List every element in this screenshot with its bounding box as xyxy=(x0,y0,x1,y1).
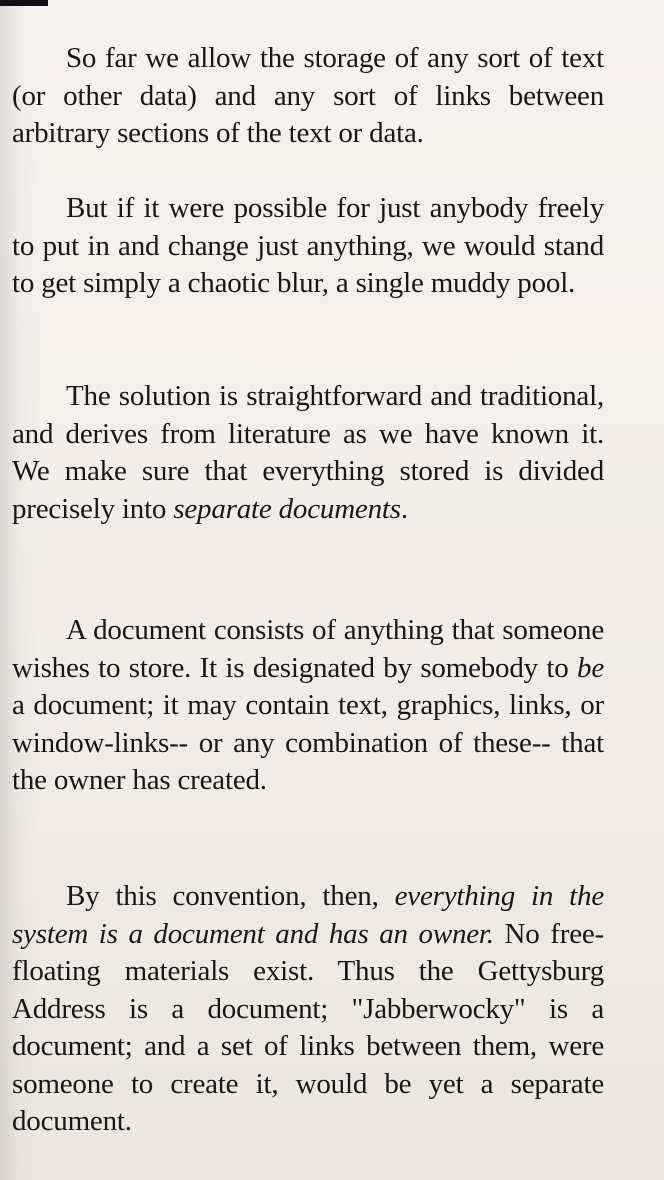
paragraph-text: A document consists of anything that someone wishes to store. It is designated by somebody to xyxy=(12,614,604,684)
paragraph-convention xyxy=(12,878,604,1141)
paragraph-document-definition xyxy=(12,612,604,800)
paragraph-text-end: . xyxy=(400,492,408,525)
paragraph-text: So far we allow the storage of any sort of text (or other data) and any sort of links between arbitrary sections of the text or data. xyxy=(12,42,604,149)
paragraph-chaotic-blur xyxy=(12,190,604,303)
paragraph-text-end: a document; it may contain text, graphics, links, or window-links-- or any combination of these-- that the owner has created. xyxy=(12,689,604,796)
emphasis-separate-documents: separate documents xyxy=(173,492,401,525)
paragraph-storage xyxy=(12,40,604,153)
paragraph-text: But if it were possible for just anybody freely to put in and change just anything, we would stand to get simply a chaotic blur, a single muddy pool. xyxy=(12,192,604,299)
paragraph-solution xyxy=(12,378,604,528)
paragraph-text: The solution is straightforward and traditional, and derives from literature as we have known it. We make sure that everything stored is divided precisely into xyxy=(12,380,604,525)
paragraph-text: By this convention, then, xyxy=(66,880,395,912)
emphasis-everything-document: everything in the system is a document and has an owner. xyxy=(12,880,604,950)
top-rule-mark xyxy=(0,0,48,6)
emphasis-be: be xyxy=(577,651,604,684)
paragraph-text-end: No free-floating materials exist. Thus the Gettysburg Address is a document; "Jabberwocky" is a document; and a set of links between them, were someone to create it, would be yet a separate document. xyxy=(12,917,604,1137)
